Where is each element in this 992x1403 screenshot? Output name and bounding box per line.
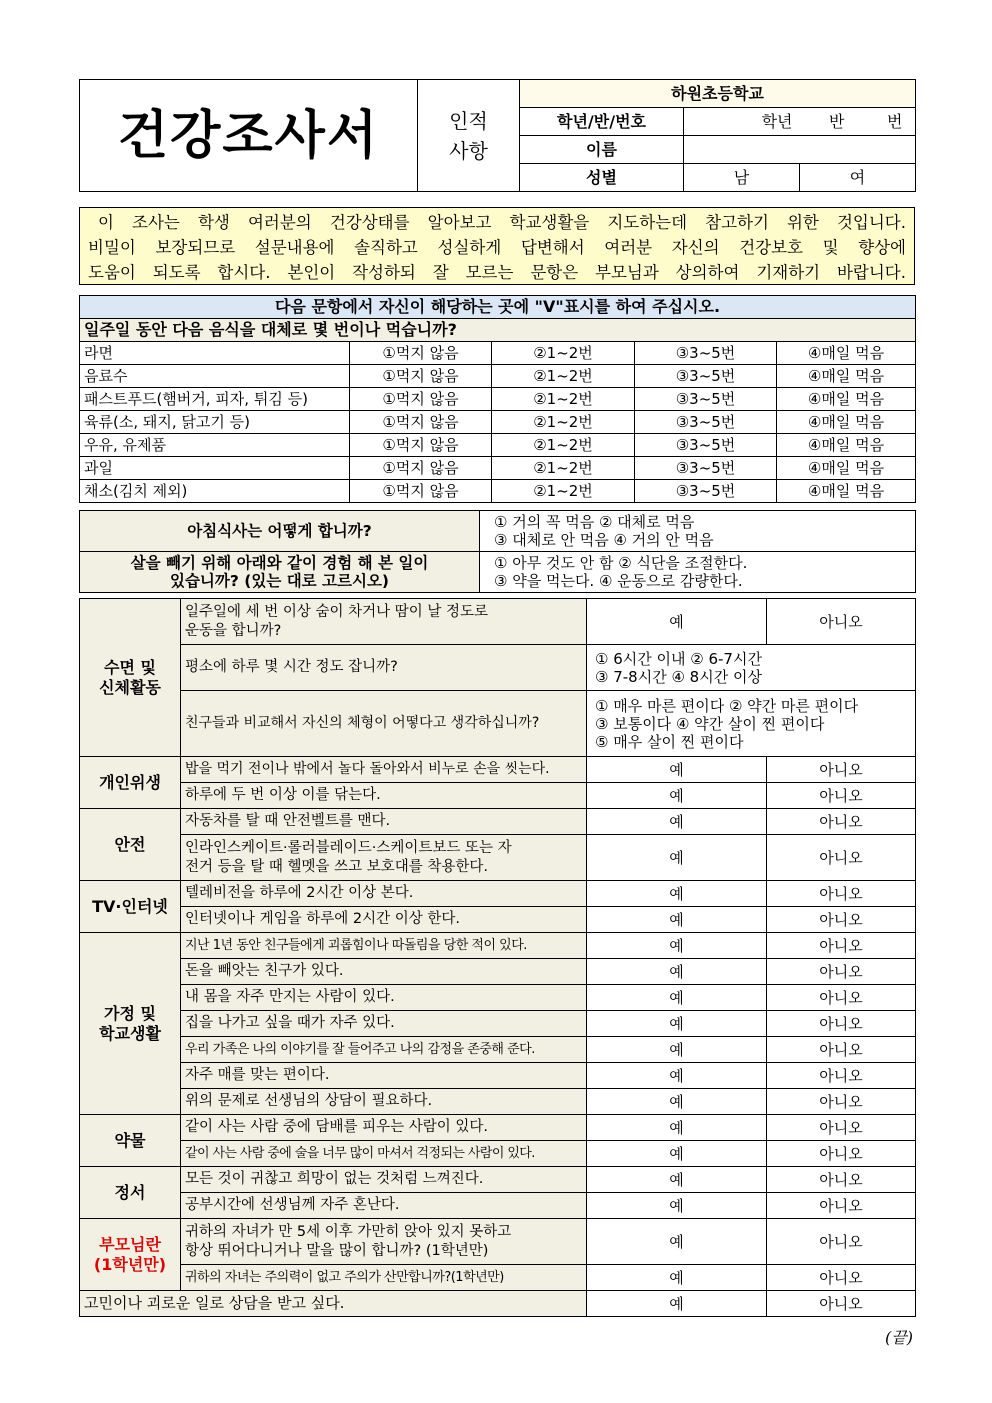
question-bullying: 지난 1년 동안 친구들에게 괴롭힘이나 따돌림을 당한 적이 있다.	[181, 933, 587, 959]
food-option-2[interactable]: ②1~2번	[492, 457, 635, 480]
answer-no[interactable]: 아니오	[767, 809, 916, 835]
grade-unit: 학년	[761, 111, 793, 131]
gender-female-option[interactable]: 여	[800, 164, 916, 192]
food-item-label: 패스트푸드(햄버거, 피자, 튀김 등)	[80, 388, 350, 411]
food-option-2[interactable]: ②1~2번	[492, 411, 635, 434]
answer-no[interactable]: 아니오	[767, 1141, 916, 1167]
category-home-school: 가정 및 학교생활	[80, 933, 181, 1115]
answer-yes[interactable]: 예	[587, 881, 767, 907]
answer-no[interactable]: 아니오	[767, 1011, 916, 1037]
answer-no[interactable]: 아니오	[767, 1193, 916, 1219]
gender-male-option[interactable]: 남	[684, 164, 800, 192]
answer-yes[interactable]: 예	[587, 933, 767, 959]
answer-yes[interactable]: 예	[587, 1141, 767, 1167]
answer-yes[interactable]: 예	[587, 835, 767, 881]
question-teeth-brushing: 하루에 두 번 이상 이를 닦는다.	[181, 783, 587, 809]
intro-line-2: 비밀이 보장되므로 설문내용에 솔직하고 성실하게 답변해서 여러분 자신의 건강보호 및 향상에	[88, 238, 906, 257]
food-option-1[interactable]: ①먹지 않음	[350, 388, 492, 411]
food-row	[80, 434, 916, 457]
health-survey-table	[79, 598, 916, 1317]
answer-yes[interactable]: 예	[587, 809, 767, 835]
answer-no[interactable]: 아니오	[767, 783, 916, 809]
question-body-shape: 친구들과 비교해서 자신의 체형이 어떻다고 생각하십니까?	[181, 691, 587, 757]
question-sleep-hours: 평소에 하루 몇 시간 정도 잡니까?	[181, 645, 587, 691]
answer-no[interactable]: 아니오	[767, 1291, 916, 1317]
food-option-2[interactable]: ②1~2번	[492, 388, 635, 411]
diet-question: 살을 빼기 위해 아래와 같이 경험 해 본 일이 있습니까? (있는 대로 고르시오)	[80, 552, 480, 593]
answer-yes[interactable]: 예	[587, 1219, 767, 1265]
food-option-3[interactable]: ③3~5번	[635, 480, 777, 503]
food-option-4[interactable]: ④매일 먹음	[777, 457, 916, 480]
question-beating: 자주 매를 맞는 편이다.	[181, 1063, 587, 1089]
food-option-2[interactable]: ②1~2번	[492, 480, 635, 503]
answer-no[interactable]: 아니오	[767, 985, 916, 1011]
answer-yes[interactable]: 예	[587, 1011, 767, 1037]
category-parents-first-grade: 부모님란 (1학년만)	[80, 1219, 181, 1291]
name-field[interactable]	[684, 136, 916, 164]
food-option-3[interactable]: ③3~5번	[635, 457, 777, 480]
food-row	[80, 411, 916, 434]
answer-yes[interactable]: 예	[587, 1063, 767, 1089]
food-option-3[interactable]: ③3~5번	[635, 388, 777, 411]
answer-no[interactable]: 아니오	[767, 1089, 916, 1115]
question-helmet: 인라인스케이트·롤러블레이드·스케이트보드 또는 자 전거 등을 탈 때 헬멧을 쓰고 보호대를 착용한다.	[181, 835, 587, 881]
food-option-1[interactable]: ①먹지 않음	[350, 480, 492, 503]
food-question: 일주일 동안 다음 음식을 대체로 몇 번이나 먹습니까?	[80, 319, 916, 342]
answer-no[interactable]: 아니오	[767, 933, 916, 959]
food-frequency-table	[79, 295, 916, 503]
food-option-3[interactable]: ③3~5번	[635, 365, 777, 388]
food-option-3[interactable]: ③3~5번	[635, 342, 777, 365]
grade-class-number-field[interactable]	[684, 108, 916, 136]
food-option-2[interactable]: ②1~2번	[492, 342, 635, 365]
food-option-4[interactable]: ④매일 먹음	[777, 411, 916, 434]
diet-options[interactable]: ① 아무 것도 안 함 ② 식단을 조절한다. ③ 약을 먹는다. ④ 운동으로 감량한다.	[480, 552, 916, 593]
gender-label: 성별	[520, 164, 684, 192]
answer-no[interactable]: 아니오	[767, 907, 916, 933]
food-option-4[interactable]: ④매일 먹음	[777, 480, 916, 503]
answer-yes[interactable]: 예	[587, 1037, 767, 1063]
question-touching: 내 몸을 자주 만지는 사람이 있다.	[181, 985, 587, 1011]
food-option-1[interactable]: ①먹지 않음	[350, 342, 492, 365]
answer-no[interactable]: 아니오	[767, 1115, 916, 1141]
food-option-4[interactable]: ④매일 먹음	[777, 434, 916, 457]
food-item-label: 과일	[80, 457, 350, 480]
question-game: 인터넷이나 게임을 하루에 2시간 이상 한다.	[181, 907, 587, 933]
food-row	[80, 365, 916, 388]
breakfast-options[interactable]: ① 거의 꼭 먹음 ② 대체로 먹음 ③ 대체로 안 먹음 ④ 거의 안 먹음	[480, 511, 916, 552]
food-option-2[interactable]: ②1~2번	[492, 365, 635, 388]
food-option-2[interactable]: ②1~2번	[492, 434, 635, 457]
answer-yes[interactable]: 예	[587, 1193, 767, 1219]
question-seatbelt: 자동차를 탈 때 안전벨트를 맨다.	[181, 809, 587, 835]
food-item-label: 음료수	[80, 365, 350, 388]
answer-yes[interactable]: 예	[587, 1089, 767, 1115]
answer-no[interactable]: 아니오	[767, 1063, 916, 1089]
category-emotion: 정서	[80, 1167, 181, 1219]
breakfast-question: 아침식사는 어떻게 합니까?	[80, 511, 480, 552]
food-item-label: 육류(소, 돼지, 닭고기 등)	[80, 411, 350, 434]
answer-yes[interactable]: 예	[587, 783, 767, 809]
question-exercise: 일주일에 세 번 이상 숨이 차거나 땀이 날 정도로 운동을 합니까?	[181, 599, 587, 645]
answer-yes[interactable]: 예	[587, 1291, 767, 1317]
question-smoking: 같이 사는 사람 중에 담배를 피우는 사람이 있다.	[181, 1115, 587, 1141]
food-row	[80, 457, 916, 480]
intro-line-1: 이 조사는 학생 여러분의 건강상태를 알아보고 학교생활을 지도하는데 참고하기 위한 것입니다.	[98, 213, 906, 232]
food-option-4[interactable]: ④매일 먹음	[777, 365, 916, 388]
answer-no[interactable]: 아니오	[767, 881, 916, 907]
answer-no[interactable]: 아니오	[767, 959, 916, 985]
question-family-respect: 우리 가족은 나의 이야기를 잘 들어주고 나의 감정을 존중해 준다.	[181, 1037, 587, 1063]
food-item-label: 채소(김치 제외)	[80, 480, 350, 503]
food-item-label: 라면	[80, 342, 350, 365]
answer-yes[interactable]: 예	[587, 1115, 767, 1141]
eating-habits-table	[79, 510, 916, 593]
answer-no[interactable]: 아니오	[767, 1167, 916, 1193]
grade-class-number-label: 학년/반/번호	[520, 108, 684, 136]
answer-no[interactable]: 아니오	[767, 599, 916, 645]
question-hyperactivity: 귀하의 자녀가 만 5세 이후 가만히 앉아 있지 못하고 항상 뛰어다니거나 말을 많이 합니까? (1학년만)	[181, 1219, 587, 1265]
number-unit: 번	[887, 111, 903, 131]
answer-yes[interactable]: 예	[587, 1265, 767, 1291]
answer-yes[interactable]: 예	[587, 757, 767, 783]
end-mark: (끝)	[885, 1328, 913, 1347]
question-hopeless: 모든 것이 귀찮고 희망이 없는 것처럼 느껴진다.	[181, 1167, 587, 1193]
question-counseling-needed: 위의 문제로 선생님의 상담이 필요하다.	[181, 1089, 587, 1115]
food-option-1[interactable]: ①먹지 않음	[350, 411, 492, 434]
answer-no[interactable]: 아니오	[767, 757, 916, 783]
answer-no[interactable]: 아니오	[767, 1219, 916, 1265]
body-shape-options[interactable]: ① 매우 마른 편이다 ② 약간 마른 편이다 ③ 보통이다 ④ 약간 살이 찐 편이다 ⑤ 매우 살이 찐 편이다	[587, 691, 916, 757]
answer-yes[interactable]: 예	[587, 907, 767, 933]
category-hygiene: 개인위생	[80, 757, 181, 809]
food-row	[80, 388, 916, 411]
answer-yes[interactable]: 예	[587, 599, 767, 645]
answer-yes[interactable]: 예	[587, 1167, 767, 1193]
sleep-hours-options[interactable]: ① 6시간 이내 ② 6-7시간 ③ 7-8시간 ④ 8시간 이상	[587, 645, 916, 691]
intro-line-3: 도움이 되도록 합시다. 본인이 작성하되 잘 모르는 문항은 부모님과 상의하여 기재하기 바랍니다.	[88, 263, 906, 282]
food-option-3[interactable]: ③3~5번	[635, 434, 777, 457]
food-option-4[interactable]: ④매일 먹음	[777, 342, 916, 365]
food-option-3[interactable]: ③3~5번	[635, 411, 777, 434]
answer-no[interactable]: 아니오	[767, 1265, 916, 1291]
instruction-row: 다음 문항에서 자신이 해당하는 곳에 "V"표시를 하여 주십시오.	[80, 296, 916, 319]
food-option-1[interactable]: ①먹지 않음	[350, 457, 492, 480]
personal-info-label: 인적 사항	[418, 80, 520, 192]
question-scolded: 공부시간에 선생님께 자주 혼난다.	[181, 1193, 587, 1219]
question-tv: 텔레비전을 하루에 2시간 이상 본다.	[181, 881, 587, 907]
food-option-4[interactable]: ④매일 먹음	[777, 388, 916, 411]
question-runaway: 집을 나가고 싶을 때가 자주 있다.	[181, 1011, 587, 1037]
answer-no[interactable]: 아니오	[767, 835, 916, 881]
school-name: 하원초등학교	[520, 80, 916, 108]
answer-no[interactable]: 아니오	[767, 1037, 916, 1063]
answer-yes[interactable]: 예	[587, 959, 767, 985]
document-title: 건강조사서	[80, 80, 418, 192]
food-option-1[interactable]: ①먹지 않음	[350, 434, 492, 457]
question-attention: 귀하의 자녀는 주의력이 없고 주의가 산만합니까?(1학년만)	[181, 1265, 587, 1291]
category-tv-internet: TV·인터넷	[80, 881, 181, 933]
intro-notice	[79, 207, 915, 285]
food-item-label: 우유, 유제품	[80, 434, 350, 457]
food-row	[80, 342, 916, 365]
category-drugs: 약물	[80, 1115, 181, 1167]
food-row	[80, 480, 916, 503]
category-safety: 안전	[80, 809, 181, 881]
question-alcohol: 같이 사는 사람 중에 술을 너무 많이 마셔서 걱정되는 사람이 있다.	[181, 1141, 587, 1167]
question-want-counseling: 고민이나 괴로운 일로 상담을 받고 싶다.	[80, 1291, 587, 1317]
answer-yes[interactable]: 예	[587, 985, 767, 1011]
class-unit: 반	[829, 111, 845, 131]
name-label: 이름	[520, 136, 684, 164]
question-money-extortion: 돈을 빼앗는 친구가 있다.	[181, 959, 587, 985]
header-table	[79, 79, 916, 192]
food-option-1[interactable]: ①먹지 않음	[350, 365, 492, 388]
category-sleep-activity: 수면 및 신체활동	[80, 599, 181, 757]
question-hand-washing: 밥을 먹기 전이나 밖에서 놀다 돌아와서 비누로 손을 씻는다.	[181, 757, 587, 783]
